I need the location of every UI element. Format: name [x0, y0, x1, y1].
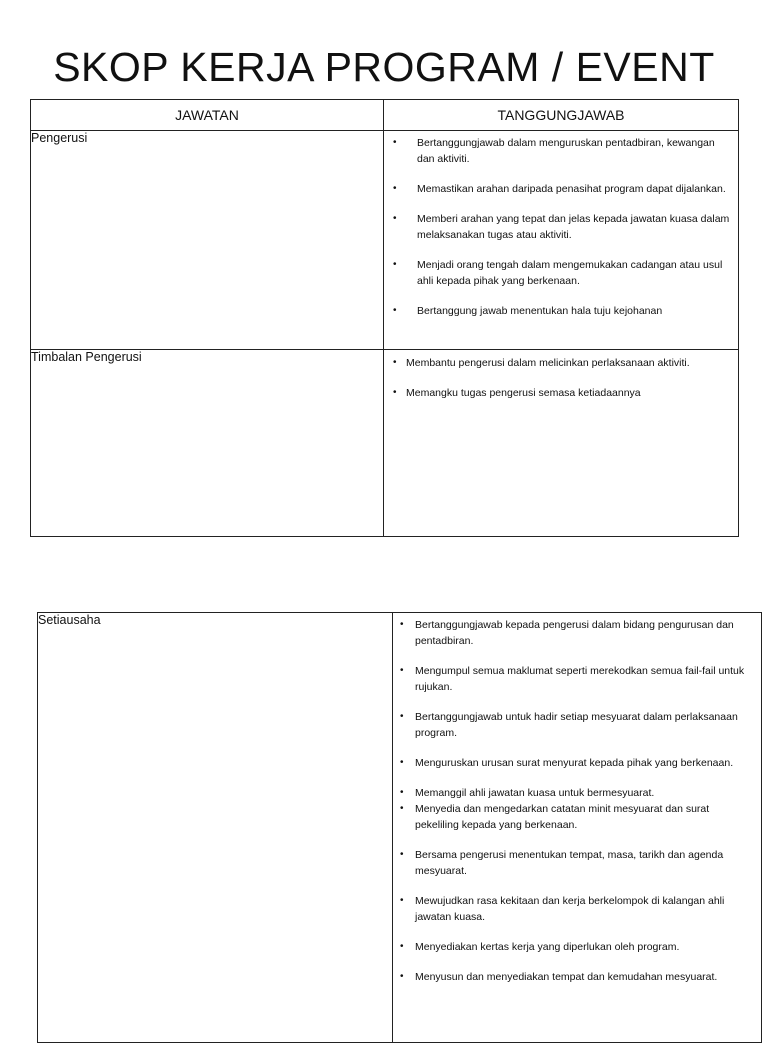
- role-name: Setiausaha: [38, 613, 393, 1043]
- header-responsibility: TANGGUNGJAWAB: [384, 100, 739, 131]
- page-title: SKOP KERJA PROGRAM / EVENT: [53, 44, 715, 90]
- list-item: • Bertanggungjawab untuk hadir setiap mesyuarat dalam perlaksanaan program.: [415, 709, 755, 741]
- duties-list: [417, 135, 730, 319]
- header-position: JAWATAN: [31, 100, 384, 131]
- list-item: • Menyediakan kertas kerja yang diperlukan oleh program.: [415, 939, 755, 955]
- duties-list: [406, 355, 732, 401]
- list-item: • Menguruskan urusan surat menyurat kepada pihak yang berkenaan.: [415, 755, 755, 771]
- list-item: • Memanggil ahli jawatan kuasa untuk bermesyuarat.: [415, 785, 755, 801]
- table-row: [38, 613, 762, 1043]
- list-item: • Bertanggung jawab menentukan hala tuju kejohanan: [417, 303, 730, 319]
- list-item: • Memangku tugas pengerusi semasa ketiadaannya: [406, 385, 732, 401]
- duties-cell: [393, 613, 762, 1043]
- scope-table-2: [37, 612, 762, 1043]
- list-item: • Memastikan arahan daripada penasihat program dapat dijalankan.: [417, 181, 730, 197]
- duties-cell: [384, 350, 739, 537]
- list-item: • Menyusun dan menyediakan tempat dan kemudahan mesyuarat.: [415, 969, 755, 985]
- scope-table-1: [30, 99, 739, 537]
- list-item: • Bertanggungjawab dalam menguruskan pentadbiran, kewangan dan aktiviti.: [417, 135, 730, 167]
- duties-cell: [384, 131, 739, 350]
- role-name: Pengerusi: [31, 131, 384, 350]
- table-header-row: [31, 100, 739, 131]
- duties-list: [415, 617, 755, 985]
- list-item: • Memberi arahan yang tepat dan jelas kepada jawatan kuasa dalam melaksanakan tugas atau aktiviti.: [417, 211, 730, 243]
- list-item: • Membantu pengerusi dalam melicinkan perlaksanaan aktiviti.: [406, 355, 732, 371]
- table-row: [31, 131, 739, 350]
- list-item: • Bertanggungjawab kepada pengerusi dalam bidang pengurusan dan pentadbiran.: [415, 617, 755, 649]
- role-name: Timbalan Pengerusi: [31, 350, 384, 537]
- list-item: • Menyedia dan mengedarkan catatan minit mesyuarat dan surat pekeliling kepada yang berkenaan.: [415, 801, 755, 833]
- table-row: [31, 350, 739, 537]
- list-item: • Bersama pengerusi menentukan tempat, masa, tarikh dan agenda mesyuarat.: [415, 847, 755, 879]
- list-item: • Mewujudkan rasa kekitaan dan kerja berkelompok di kalangan ahli jawatan kuasa.: [415, 893, 755, 925]
- list-item: • Mengumpul semua maklumat seperti merekodkan semua fail-fail untuk rujukan.: [415, 663, 755, 695]
- list-item: • Menjadi orang tengah dalam mengemukakan cadangan atau usul ahli kepada pihak yang berkenaan.: [417, 257, 730, 289]
